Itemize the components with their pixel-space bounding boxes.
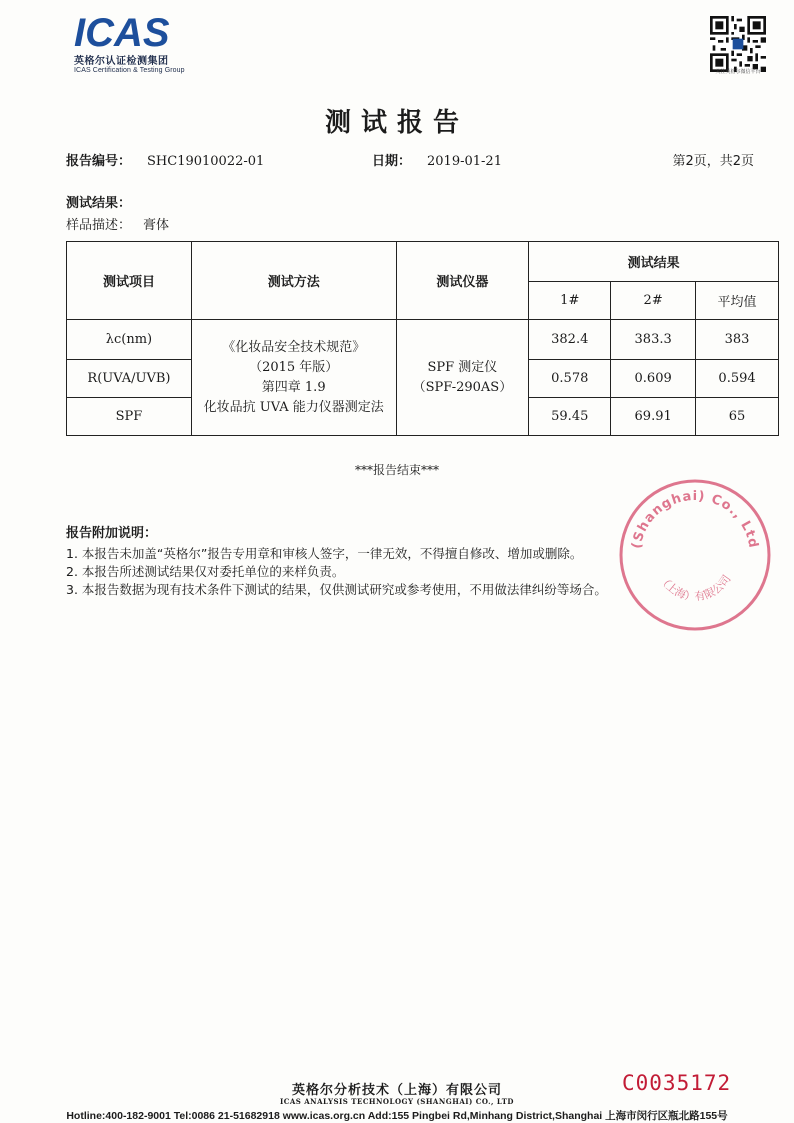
row-average: 0.594 (696, 360, 779, 398)
results-heading (66, 192, 131, 211)
footer-contact: Hotline:400-182-9001 Tel:0086 21-51682918 www.icas.org.cn Add:155 Pingbei Rd,Minhang District,Shanghai 上海市闵行区瓶北路155号 (66, 1110, 728, 1122)
note-item: 3. 本报告数据为现有技术条件下测试的结果，仅供测试研究或参考使用，不用做法律纠纷等场合。 (66, 582, 607, 597)
table-row (67, 320, 779, 360)
row-value-1: 0.578 (529, 360, 611, 398)
qr-caption: 关注英格尔微信平台 (715, 69, 761, 75)
row-item: SPF (67, 398, 192, 436)
row-item: λc(nm) (67, 320, 192, 360)
header-sample-1: 1# (529, 282, 611, 320)
sample-description (66, 214, 169, 233)
report-number (66, 150, 264, 169)
header-test-results: 测试结果 (529, 242, 779, 282)
report-number-value: SHC19010022-01 (147, 154, 265, 169)
icas-logo (74, 11, 186, 76)
report-date (372, 150, 502, 169)
note-item: 2. 本报告所述测试结果仅对委托单位的来样负责。 (66, 564, 345, 579)
row-average: 383 (696, 320, 779, 360)
instrument-line: SPF 测定仪 (427, 359, 498, 375)
header-test-method: 测试方法 (191, 242, 396, 320)
logo-wordmark: ICAS (74, 11, 170, 55)
results-heading-text: 测试结果： (66, 196, 132, 211)
row-item: R(UVA/UVB) (67, 360, 192, 398)
instrument-line: （SPF-290AS） (412, 379, 513, 395)
sample-label: 样品描述： (66, 218, 132, 233)
notes-title: 报告附加说明： (66, 526, 158, 541)
row-value-2: 69.91 (611, 398, 696, 436)
report-end-mark: ***报告结束*** (354, 463, 439, 477)
method-line: 第四章 1.9 (261, 379, 326, 395)
row-value-2: 0.609 (611, 360, 696, 398)
page-info: 第2页，共2页 (672, 154, 754, 169)
header-test-instrument: 测试仪器 (396, 242, 529, 320)
svg-text:(Shanghai) Co., Ltd: (Shanghai) Co., Ltd (629, 488, 761, 550)
logo-chinese-name: 英格尔认证检测集团 (74, 56, 169, 67)
test-method-cell (191, 320, 396, 436)
report-date-label: 日期： (372, 154, 412, 169)
results-table (66, 241, 779, 436)
row-value-1: 59.45 (529, 398, 611, 436)
report-title: 测试报告 (324, 108, 469, 138)
header-test-item: 测试项目 (67, 242, 192, 320)
method-line: 《化妆品安全技术规范》 (222, 339, 366, 355)
report-number-label: 报告编号： (66, 154, 132, 169)
test-instrument-cell (396, 320, 529, 436)
row-value-2: 383.3 (611, 320, 696, 360)
method-line: （2015 年版） (249, 359, 339, 375)
qr-code-icon (710, 16, 766, 72)
header-sample-2: 2# (611, 282, 696, 320)
logo-english-name: ICAS Certification & Testing Group (74, 67, 185, 74)
footer-company-en: ICAS ANALYSIS TECHNOLOGY (SHANGHAI) CO., LTD (279, 1097, 515, 1106)
serial-number: C0035172 (622, 1071, 732, 1095)
row-average: 65 (696, 398, 779, 436)
method-line: 化妆品抗 UVA 能力仪器测定法 (203, 399, 384, 415)
svg-text:（上海）有限公司: （上海）有限公司 (656, 572, 734, 604)
footer-company-cn: 英格尔分析技术（上海）有限公司 (291, 1083, 502, 1098)
header-average: 平均值 (696, 282, 779, 320)
note-item: 1. 本报告未加盖“英格尔”报告专用章和审核人签字，一律无效，不得擅自修改、增加或删除。 (66, 546, 583, 561)
company-seal-icon (610, 470, 780, 640)
sample-value: 膏体 (143, 218, 170, 233)
report-date-value: 2019-01-21 (427, 154, 502, 169)
notes-list (66, 545, 607, 599)
row-value-1: 382.4 (529, 320, 611, 360)
